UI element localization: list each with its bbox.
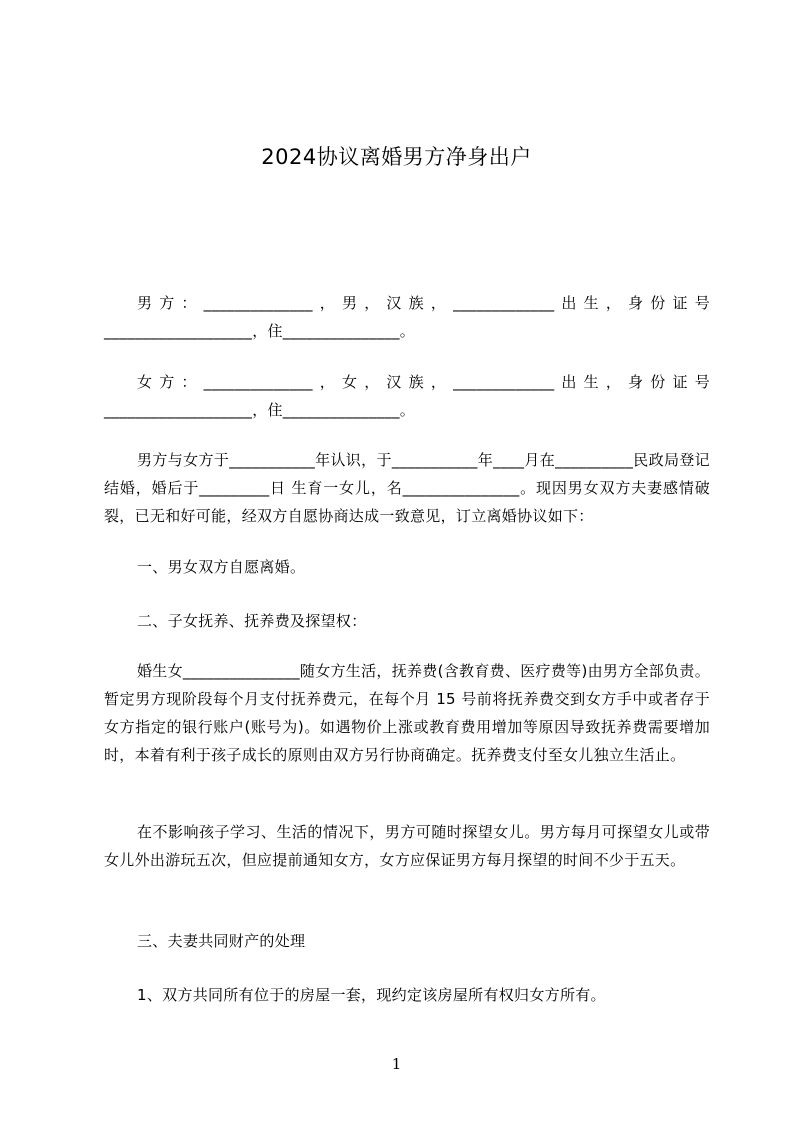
paragraph-visitation-rights: 在不影响孩子学习、生活的情况下，男方可随时探望女儿。男方每月可探望女儿或带女儿外出游玩五次，但应提前通知女方，女方应保证男方每月探望的时间不少于五天。: [104, 823, 710, 869]
clause-voluntary-divorce: 一、男女双方自愿离婚。: [137, 558, 306, 576]
clause-joint-property-heading: 三、夫妻共同财产的处理: [137, 932, 306, 950]
page-number: 1: [391, 1055, 402, 1073]
paragraph-marriage-background: 男方与女方于___________年认识，于___________年____月在__________民政局登记结婚，婚后于_________日 生育一女儿，名_______________。现因男女双方夫妻感情破裂，已无和好可能，经双方自愿协商达成一致意见，订立离婚协议如下：: [104, 451, 710, 525]
document-title: 2024协议离婚男方净身出户: [261, 145, 532, 169]
paragraph-child-support: 婚生女_______________随女方生活，抚养费(含教育费、医疗费等)由男方全部负责。暂定男方现阶段每个月支付抚养费元，在每个月 15 号前将抚养费交到女方手中或者存于女方指定的银行账户(账号为)。如遇物价上涨或教育费用增加等原因导致抚养费需要增加时，本着有利于孩子成长的原则由双方另行协商确定。抚养费支付至女儿独立生活止。: [104, 662, 711, 764]
paragraph-female-party: 女方：______________，女，汉族，_____________出生，身份证号___________________，住_______________。: [104, 373, 710, 419]
clause-child-custody-heading: 二、子女抚养、抚养费及探望权：: [137, 612, 367, 630]
paragraph-male-party: 男方：______________，男，汉族，_____________出生，身份证号___________________，住_______________。: [104, 294, 710, 340]
clause-house-ownership: 1、双方共同所有位于的房屋一套，现约定该房屋所有权归女方所有。: [137, 986, 606, 1004]
